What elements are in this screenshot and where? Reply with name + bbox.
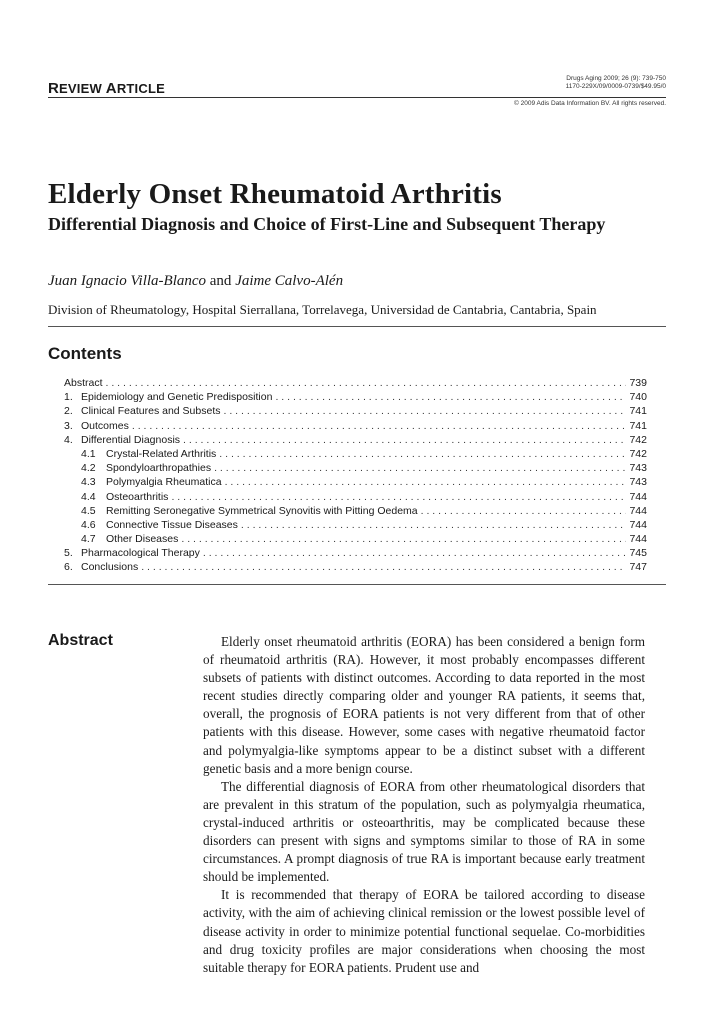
author-joiner: and: [209, 273, 232, 289]
toc-entry-label: Differential Diagnosis: [81, 433, 181, 446]
abstract-heading: Abstract: [48, 632, 113, 649]
toc-entry-number: 4.2: [81, 462, 96, 475]
toc-entry-page: 740: [629, 391, 647, 404]
toc-entry-page: 745: [629, 547, 647, 560]
toc-entry: [64, 447, 647, 461]
toc-leader-dots: [132, 419, 627, 433]
toc-entry-label: Outcomes: [81, 419, 129, 432]
toc-leader-dots: [181, 532, 626, 546]
toc-entry-page: 744: [629, 533, 647, 546]
toc-entry-number: 6.: [64, 561, 73, 574]
toc-entry-page: 742: [629, 433, 647, 446]
abstract-paragraph: Elderly onset rheumatoid arthritis (EORA) has been considered a benign form of rheumatoid arthritis (RA). However, it most probably encompasses different subsets of patients with distinct outcomes. According to data reported in the most recent studies directly comparing older and younger RA patients, it seems that, overall, the prognosis of EORA patients is not very different from that of other patients with this disease. However, some cases with negative rheumatoid factor and polymyalgia-like symptoms appear to be a distinct subset with a different genetic basis and a more benign course.: [203, 634, 645, 776]
toc-entry: [64, 390, 647, 404]
toc-entry-page: 747: [629, 561, 647, 574]
toc-entry: [64, 546, 647, 560]
journal-citation: Drugs Aging 2009; 26 (9): 739-750: [566, 75, 666, 82]
toc-entry-label: Crystal-Related Arthritis: [106, 447, 217, 460]
affiliation-divider: [48, 326, 666, 327]
article-subtitle: Differential Diagnosis and Choice of First-Line and Subsequent Therapy: [48, 214, 606, 234]
toc-entry-page: 741: [629, 405, 647, 418]
header-divider: [48, 97, 666, 98]
toc-entry-label: Clinical Features and Subsets: [81, 405, 221, 418]
abstract-body: [203, 633, 645, 977]
author-name: Jaime Calvo-Alén: [235, 273, 344, 289]
toc-leader-dots: [214, 461, 626, 475]
author-line: [48, 273, 343, 290]
toc-entry-number: 4.7: [81, 533, 96, 546]
toc-entry: [64, 404, 647, 418]
contents-divider: [48, 584, 666, 585]
author-name: Juan Ignacio Villa-Blanco: [48, 273, 207, 289]
toc-entry-label: Abstract: [64, 377, 103, 389]
toc-entry-label: Remitting Seronegative Symmetrical Synovitis with Pitting Oedema: [106, 504, 418, 517]
toc-entry: [64, 376, 647, 390]
toc-entry-number: 4.3: [81, 476, 96, 489]
toc-entry: [64, 560, 647, 574]
author-affiliation: Division of Rheumatology, Hospital Sierrallana, Torrelavega, Universidad de Cantabria, Cantabria, Spain: [48, 302, 597, 317]
toc-entry: [64, 490, 647, 504]
contents-heading: Contents: [48, 344, 122, 363]
toc-entry-label: Other Diseases: [106, 533, 179, 546]
toc-entry-number: 4.1: [81, 447, 96, 460]
toc-entry-number: 1.: [64, 391, 73, 404]
toc-entry-number: 2.: [64, 405, 73, 418]
toc-entry-page: 744: [629, 490, 647, 503]
toc-entry-label: Polymyalgia Rheumatica: [106, 476, 222, 489]
toc-entry-label: Pharmacological Therapy: [81, 547, 200, 560]
toc-leader-dots: [171, 490, 626, 504]
toc-entry-page: 743: [629, 462, 647, 475]
toc-leader-dots: [183, 433, 626, 447]
toc-entry-number: 5.: [64, 547, 73, 560]
toc-leader-dots: [106, 376, 627, 390]
abstract-paragraph: The differential diagnosis of EORA from other rheumatological disorders that are prevalent in this stratum of the population, such as polymyalgia rheumatica, crystal-induced arthritis or osteoarthritis, may be complicated because these disorders can present with signs and symptoms similar to those of RA in some circumstances. A prompt diagnosis of true RA is important because early treatment should be implemented.: [203, 778, 645, 885]
toc-entry-number: 4.: [64, 433, 73, 446]
toc-entry-label: Epidemiology and Genetic Predisposition: [81, 391, 273, 404]
toc-entry: [64, 419, 647, 433]
citation-block: [566, 75, 666, 91]
toc-leader-dots: [141, 560, 626, 574]
toc-entry-label: Conclusions: [81, 561, 139, 574]
toc-entry: [64, 504, 647, 518]
toc-entry: [64, 518, 647, 532]
toc-entry-number: 3.: [64, 419, 73, 432]
toc-leader-dots: [421, 504, 627, 518]
toc-entry-page: 741: [629, 419, 647, 432]
toc-leader-dots: [203, 546, 627, 560]
toc-entry-number: 4.4: [81, 490, 96, 503]
toc-entry-label: Spondyloarthropathies: [106, 462, 212, 475]
toc-entry: [64, 433, 647, 447]
toc-leader-dots: [275, 390, 626, 404]
toc-entry-number: 4.5: [81, 504, 96, 517]
toc-entry-label: Connective Tissue Diseases: [106, 518, 238, 531]
toc-entry: [64, 461, 647, 475]
article-title: Elderly Onset Rheumatoid Arthritis: [48, 178, 502, 210]
toc-entry: [64, 532, 647, 546]
toc-leader-dots: [241, 518, 627, 532]
toc-entry-page: 744: [629, 518, 647, 531]
abstract-paragraph: It is recommended that therapy of EORA be tailored according to disease activity, with the aim of achieving clinical remission or the lowest possible level of disease activity in order to minimize potential functional sequelae. Co-morbidities and drug toxicity profiles are major considerations when choosing the most suitable therapy for EORA patients. Prudent use and: [203, 887, 645, 975]
toc-leader-dots: [219, 447, 626, 461]
section-label: REVIEW ARTICLE: [48, 80, 165, 97]
article-identifier: 1170-229X/09/0009-0739/$49.95/0: [565, 83, 666, 90]
toc-entry-page: 742: [629, 447, 647, 460]
copyright-notice: © 2009 Adis Data Information BV. All rights reserved.: [514, 100, 666, 107]
toc-entry-number: 4.6: [81, 518, 96, 531]
table-of-contents: [64, 376, 647, 575]
toc-entry-page: 739: [629, 377, 647, 389]
toc-leader-dots: [224, 404, 627, 418]
toc-entry: [64, 475, 647, 489]
toc-entry-page: 743: [629, 476, 647, 489]
toc-leader-dots: [225, 475, 627, 489]
toc-entry-label: Osteoarthritis: [106, 490, 169, 503]
toc-entry-page: 744: [629, 504, 647, 517]
